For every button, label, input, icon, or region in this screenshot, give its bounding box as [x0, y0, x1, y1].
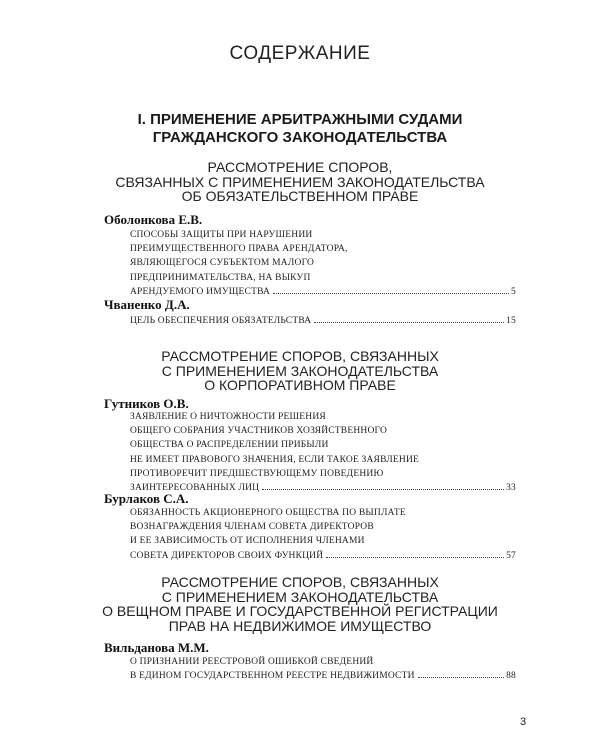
section-heading-line: РАССМОТРЕНИЕ СПОРОВ, — [207, 159, 393, 175]
dot-leader — [262, 488, 504, 490]
entry-last-line — [130, 314, 516, 328]
entry-title-line: ЯВЛЯЮЩЕГОСЯ СУБЪЕКТОМ МАЛОГО — [130, 258, 315, 269]
entry-last-line — [130, 549, 516, 563]
article-author: Оболонкова Е.В. — [104, 212, 203, 227]
entry-title-line: АРЕНДУЕМОГО ИМУЩЕСТВА — [130, 286, 271, 297]
section-heading-line: С ПРИМЕНЕНИЕМ ЗАКОНОДАТЕЛЬСТВА — [161, 588, 439, 605]
entry-title-line: ПРЕДПРИНИМАТЕЛЬСТВА, НА ВЫКУП — [130, 272, 311, 283]
entry-title-line: НЕ ИМЕЕТ ПРАВОВОГО ЗНАЧЕНИЯ, ЕСЛИ ТАКОЕ ЗАЯВЛЕНИЕ — [130, 454, 420, 465]
section-heading — [0, 349, 600, 393]
toc-title: СОДЕРЖАНИЕ — [229, 43, 371, 64]
entry-title-line: И ЕЕ ЗАВИСИМОСТЬ ОТ ИСПОЛНЕНИЯ ЧЛЕНАМИ — [130, 536, 365, 547]
article-author: Гутников О.В. — [104, 396, 189, 411]
entry-title-line: ОБЩЕСТВА О РАСПРЕДЕЛЕНИИ ПРИБЫЛИ — [130, 440, 329, 451]
dot-leader — [326, 556, 504, 558]
toc-entry[interactable] — [130, 410, 516, 495]
toc-entry[interactable] — [130, 314, 516, 328]
entry-title-line: СПОСОБЫ ЗАЩИТЫ ПРИ НАРУШЕНИИ — [130, 230, 313, 240]
entry-page-number: 15 — [506, 316, 516, 326]
section-heading-line: О ВЕЩНОМ ПРАВЕ И ГОСУДАРСТВЕННОЙ РЕГИСТРАЦИИ — [102, 603, 498, 619]
toc-entry[interactable] — [130, 228, 516, 299]
section-heading — [0, 160, 600, 204]
entry-title-line: ПРЕИМУЩЕСТВЕННОГО ПРАВА АРЕНДАТОРА, — [130, 244, 348, 255]
section-heading-line: С ПРИМЕНЕНИЕМ ЗАКОНОДАТЕЛЬСТВА — [161, 362, 439, 379]
section-heading-line: СВЯЗАННЫХ С ПРИМЕНЕНИЕМ ЗАКОНОДАТЕЛЬСТВА — [115, 173, 485, 190]
entry-page-number: 33 — [506, 483, 516, 494]
entry-title-line: ОБЯЗАННОСТЬ АКЦИОНЕРНОГО ОБЩЕСТВА ПО ВЫПЛАТЕ — [130, 508, 406, 518]
dot-leader — [273, 292, 509, 294]
entry-last-line — [130, 669, 516, 683]
entry-title-line: ВОЗНАГРАЖДЕНИЯ ЧЛЕНАМ СОВЕТА ДИРЕКТОРОВ — [130, 522, 374, 533]
article-author: Вильданова М.М. — [104, 640, 209, 655]
section-heading-line: РАССМОТРЕНИЕ СПОРОВ, СВЯЗАННЫХ — [161, 574, 439, 590]
entry-title-line: ЗАЯВЛЕНИЕ О НИЧТОЖНОСТИ РЕШЕНИЯ — [130, 412, 326, 422]
dot-leader — [418, 676, 504, 678]
entry-title-line: ПРОТИВОРЕЧИТ ПРЕДШЕСТВУЮЩЕМУ ПОВЕДЕНИЮ — [130, 468, 384, 479]
entry-page-number: 57 — [506, 550, 516, 561]
entry-title-line: В ЕДИНОМ ГОСУДАРСТВЕННОМ РЕЕСТРЕ НЕДВИЖИМОСТИ — [130, 671, 415, 682]
part-heading-line: I. ПРИМЕНЕНИЕ АРБИТРАЖНЫМИ СУДАМИ — [137, 111, 463, 128]
article-author: Бурлаков С.А. — [104, 491, 189, 506]
section-heading-line: ОБ ОБЯЗАТЕЛЬСТВЕННОМ ПРАВЕ — [181, 188, 419, 204]
entry-page-number: 5 — [511, 286, 516, 297]
entry-title-line: ЗАИНТЕРЕСОВАННЫХ ЛИЦ — [130, 483, 260, 494]
entry-title-line: ЦЕЛЬ ОБЕСПЕЧЕНИЯ ОБЯЗАТЕЛЬСТВА — [130, 316, 312, 326]
part-heading-line: ГРАЖДАНСКОГО ЗАКОНОДАТЕЛЬСТВА — [152, 129, 448, 146]
entry-title-line: СОВЕТА ДИРЕКТОРОВ СВОИХ ФУНКЦИЙ — [130, 550, 324, 561]
toc-entry[interactable] — [130, 655, 516, 683]
toc-entry[interactable] — [130, 506, 516, 563]
section-heading-line: ПРАВ НА НЕДВИЖИМОЕ ИМУЩЕСТВО — [168, 617, 432, 634]
section-heading — [0, 575, 600, 633]
entry-title-line: ОБЩЕГО СОБРАНИЯ УЧАСТНИКОВ ХОЗЯЙСТВЕННОГО — [130, 426, 388, 437]
entry-title-line: О ПРИЗНАНИИ РЕЕСТРОВОЙ ОШИБКОЙ СВЕДЕНИЙ — [130, 657, 374, 667]
section-heading-line: РАССМОТРЕНИЕ СПОРОВ, СВЯЗАННЫХ — [161, 348, 439, 364]
part-heading — [0, 111, 600, 147]
entry-page-number: 88 — [506, 671, 516, 682]
page-number: 3 — [520, 716, 527, 728]
dot-leader — [314, 321, 504, 323]
article-author: Чваненко Д.А. — [104, 297, 190, 312]
section-heading-line: О КОРПОРАТИВНОМ ПРАВЕ — [204, 377, 396, 393]
